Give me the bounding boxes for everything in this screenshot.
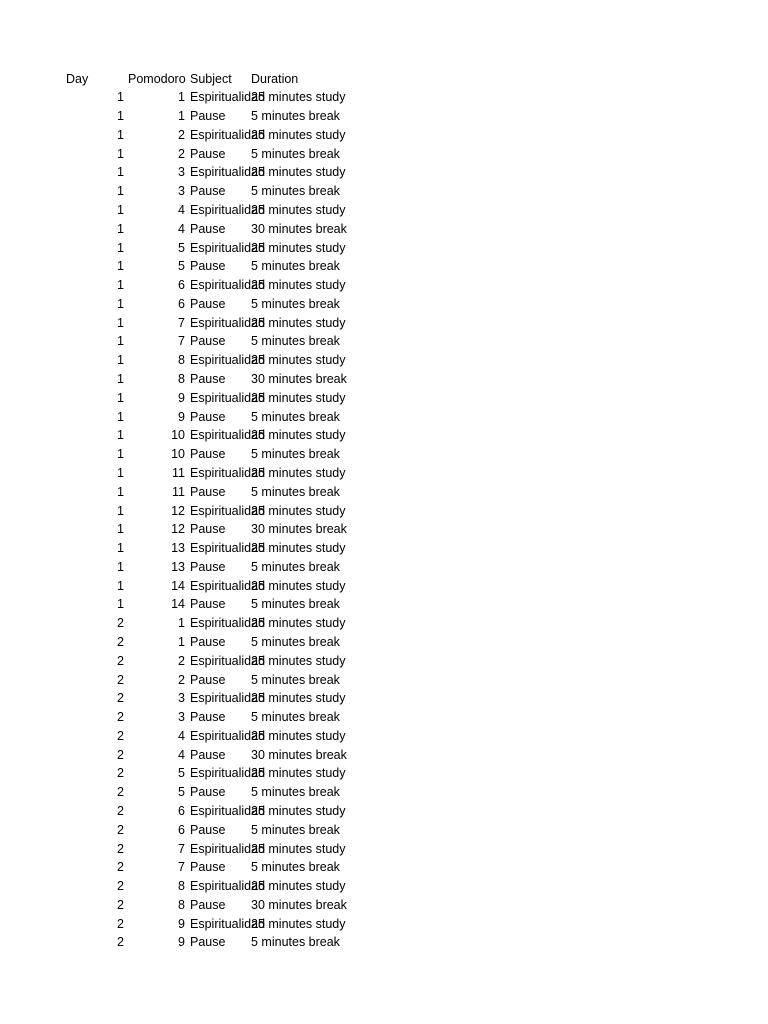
cell-pomodoro[interactable]: 13 — [171, 541, 185, 555]
cell-pomodoro[interactable]: 13 — [171, 559, 185, 574]
cell-pomodoro[interactable]: 5 — [178, 785, 185, 800]
cell-subject[interactable]: Espiritualidad — [190, 616, 266, 631]
header-duration[interactable]: Duration — [251, 71, 299, 86]
cell-pomodoro[interactable]: 3 — [178, 165, 185, 180]
cell-day[interactable]: 1 — [117, 465, 124, 480]
cell-pomodoro[interactable]: 4 — [178, 221, 185, 236]
cell-pomodoro[interactable]: 2 — [178, 146, 185, 161]
cell-day[interactable]: 2 — [117, 634, 124, 649]
cell-pomodoro[interactable]: 14 — [171, 578, 185, 593]
cell-day[interactable]: 1 — [117, 240, 124, 255]
cell-day[interactable]: 2 — [117, 747, 124, 762]
cell-day[interactable]: 2 — [117, 653, 124, 668]
cell-subject[interactable]: Pause — [190, 372, 226, 386]
cell-pomodoro[interactable]: 1 — [178, 109, 185, 124]
cell-pomodoro[interactable]: 9 — [178, 916, 185, 931]
cell-subject[interactable]: Espiritualidad — [190, 578, 266, 593]
header-day[interactable]: Day — [66, 71, 89, 86]
cell-duration[interactable]: 25 minutes study — [251, 315, 346, 330]
cell-pomodoro[interactable]: 1 — [178, 634, 185, 649]
cell-pomodoro[interactable]: 4 — [178, 203, 185, 217]
cell-duration[interactable]: 25 minutes study — [251, 278, 346, 293]
cell-duration[interactable]: 25 minutes study — [251, 766, 346, 781]
cell-pomodoro[interactable]: 9 — [178, 409, 185, 424]
cell-subject[interactable]: Espiritualidad — [190, 353, 266, 368]
cell-duration[interactable]: 25 minutes study — [251, 240, 346, 255]
cell-pomodoro[interactable]: 14 — [171, 597, 185, 612]
cell-day[interactable]: 2 — [117, 841, 124, 856]
cell-subject[interactable]: Pause — [190, 146, 226, 161]
cell-pomodoro[interactable]: 2 — [178, 653, 185, 668]
cell-subject[interactable]: Pause — [190, 221, 226, 236]
cell-duration[interactable]: 25 minutes study — [251, 465, 346, 480]
cell-pomodoro[interactable]: 4 — [178, 728, 185, 743]
cell-duration[interactable]: 25 minutes study — [251, 728, 346, 743]
cell-pomodoro[interactable]: 12 — [171, 503, 185, 518]
cell-day[interactable]: 1 — [117, 203, 124, 217]
cell-pomodoro[interactable]: 5 — [178, 259, 185, 274]
cell-day[interactable]: 1 — [117, 259, 124, 274]
cell-pomodoro[interactable]: 8 — [178, 879, 185, 894]
cell-day[interactable]: 2 — [117, 860, 124, 875]
cell-subject[interactable]: Pause — [190, 447, 226, 462]
cell-subject[interactable]: Pause — [190, 897, 226, 912]
cell-subject[interactable]: Pause — [190, 822, 226, 837]
cell-duration[interactable]: 30 minutes break — [251, 897, 347, 912]
cell-subject[interactable]: Pause — [190, 559, 226, 574]
cell-duration[interactable]: 30 minutes break — [251, 221, 347, 236]
cell-subject[interactable]: Pause — [190, 259, 226, 274]
header-pomodoro[interactable]: Pomodoro — [128, 71, 186, 86]
cell-subject[interactable]: Espiritualidad — [190, 766, 266, 781]
cell-pomodoro[interactable]: 3 — [178, 184, 185, 199]
cell-subject[interactable]: Pause — [190, 860, 226, 875]
cell-day[interactable]: 2 — [117, 710, 124, 724]
cell-pomodoro[interactable]: 7 — [178, 315, 185, 330]
cell-pomodoro[interactable]: 11 — [172, 465, 185, 480]
cell-pomodoro[interactable]: 8 — [178, 372, 185, 386]
cell-subject[interactable]: Espiritualidad — [190, 691, 266, 706]
cell-subject[interactable]: Espiritualidad — [190, 390, 266, 405]
cell-duration[interactable]: 25 minutes study — [251, 916, 346, 931]
cell-duration[interactable]: 5 minutes break — [251, 447, 340, 462]
cell-subject[interactable]: Pause — [190, 334, 226, 349]
cell-day[interactable]: 1 — [117, 127, 124, 142]
cell-pomodoro[interactable]: 7 — [178, 334, 185, 349]
cell-subject[interactable]: Espiritualidad — [190, 203, 266, 217]
cell-pomodoro[interactable]: 2 — [178, 672, 185, 687]
cell-subject[interactable]: Pause — [190, 935, 226, 950]
cell-day[interactable]: 1 — [117, 597, 124, 612]
cell-day[interactable]: 1 — [117, 372, 124, 386]
cell-duration[interactable]: 25 minutes study — [251, 541, 346, 555]
cell-duration[interactable]: 30 minutes break — [251, 522, 347, 537]
cell-pomodoro[interactable]: 8 — [178, 897, 185, 912]
cell-pomodoro[interactable]: 10 — [171, 428, 185, 443]
cell-subject[interactable]: Pause — [190, 597, 226, 612]
cell-subject[interactable]: Espiritualidad — [190, 90, 266, 105]
cell-duration[interactable]: 5 minutes break — [251, 634, 340, 649]
cell-subject[interactable]: Pause — [190, 184, 226, 199]
cell-day[interactable]: 2 — [117, 785, 124, 800]
cell-subject[interactable]: Espiritualidad — [190, 728, 266, 743]
cell-duration[interactable]: 5 minutes break — [251, 597, 340, 612]
cell-day[interactable]: 2 — [117, 822, 124, 837]
cell-day[interactable]: 2 — [117, 879, 124, 894]
cell-subject[interactable]: Pause — [190, 672, 226, 687]
cell-day[interactable]: 1 — [117, 522, 124, 537]
cell-day[interactable]: 1 — [117, 428, 124, 443]
cell-duration[interactable]: 5 minutes break — [251, 296, 340, 311]
cell-day[interactable]: 2 — [117, 803, 124, 818]
cell-pomodoro[interactable]: 6 — [178, 278, 185, 293]
cell-duration[interactable]: 25 minutes study — [251, 428, 346, 443]
cell-pomodoro[interactable]: 10 — [171, 447, 185, 462]
cell-duration[interactable]: 25 minutes study — [251, 616, 346, 631]
cell-day[interactable]: 1 — [117, 484, 124, 499]
cell-duration[interactable]: 5 minutes break — [251, 822, 340, 837]
cell-duration[interactable]: 25 minutes study — [251, 803, 346, 818]
cell-subject[interactable]: Espiritualidad — [190, 803, 266, 818]
cell-day[interactable]: 1 — [117, 541, 124, 555]
cell-duration[interactable]: 5 minutes break — [251, 559, 340, 574]
cell-pomodoro[interactable]: 6 — [178, 822, 185, 837]
cell-subject[interactable]: Espiritualidad — [190, 503, 266, 518]
cell-day[interactable]: 2 — [117, 672, 124, 687]
cell-day[interactable]: 2 — [117, 728, 124, 743]
header-subject[interactable]: Subject — [190, 71, 232, 86]
cell-duration[interactable]: 25 minutes study — [251, 127, 346, 142]
cell-subject[interactable]: Espiritualidad — [190, 879, 266, 894]
cell-day[interactable]: 2 — [117, 616, 124, 631]
cell-pomodoro[interactable]: 1 — [178, 616, 185, 631]
cell-day[interactable]: 1 — [117, 447, 124, 462]
cell-pomodoro[interactable]: 6 — [178, 803, 185, 818]
cell-day[interactable]: 1 — [117, 221, 124, 236]
cell-day[interactable]: 1 — [117, 90, 124, 105]
cell-day[interactable]: 1 — [117, 109, 124, 124]
cell-pomodoro[interactable]: 1 — [178, 90, 185, 105]
cell-duration[interactable]: 25 minutes study — [251, 653, 346, 668]
cell-subject[interactable]: Pause — [190, 747, 226, 762]
cell-subject[interactable]: Pause — [190, 634, 226, 649]
cell-day[interactable]: 2 — [117, 766, 124, 781]
cell-duration[interactable]: 25 minutes study — [251, 165, 346, 180]
cell-subject[interactable]: Pause — [190, 409, 226, 424]
cell-day[interactable]: 1 — [117, 146, 124, 161]
cell-day[interactable]: 2 — [117, 691, 124, 706]
cell-duration[interactable]: 25 minutes study — [251, 390, 346, 405]
cell-duration[interactable]: 5 minutes break — [251, 672, 340, 687]
cell-pomodoro[interactable]: 4 — [178, 747, 185, 762]
cell-duration[interactable]: 5 minutes break — [251, 860, 340, 875]
cell-pomodoro[interactable]: 12 — [171, 522, 185, 537]
cell-subject[interactable]: Espiritualidad — [190, 240, 266, 255]
cell-day[interactable]: 1 — [117, 578, 124, 593]
cell-pomodoro[interactable]: 9 — [178, 935, 185, 950]
cell-day[interactable]: 1 — [117, 390, 124, 405]
cell-subject[interactable]: Espiritualidad — [190, 541, 266, 555]
cell-subject[interactable]: Espiritualidad — [190, 465, 266, 480]
cell-pomodoro[interactable]: 2 — [178, 127, 185, 142]
cell-duration[interactable]: 5 minutes break — [251, 785, 340, 800]
cell-subject[interactable]: Espiritualidad — [190, 428, 266, 443]
cell-pomodoro[interactable]: 3 — [178, 691, 185, 706]
cell-duration[interactable]: 5 minutes break — [251, 259, 340, 274]
cell-day[interactable]: 1 — [117, 315, 124, 330]
cell-pomodoro[interactable]: 11 — [172, 484, 185, 499]
cell-duration[interactable]: 5 minutes break — [251, 484, 340, 499]
cell-day[interactable]: 1 — [117, 296, 124, 311]
cell-pomodoro[interactable]: 8 — [178, 353, 185, 368]
cell-pomodoro[interactable]: 3 — [178, 710, 185, 724]
cell-subject[interactable]: Espiritualidad — [190, 916, 266, 931]
cell-duration[interactable]: 30 minutes break — [251, 747, 347, 762]
cell-pomodoro[interactable]: 9 — [178, 390, 185, 405]
cell-pomodoro[interactable]: 7 — [178, 841, 185, 856]
cell-subject[interactable]: Pause — [190, 710, 226, 724]
cell-subject[interactable]: Espiritualidad — [190, 315, 266, 330]
cell-duration[interactable]: 25 minutes study — [251, 879, 346, 894]
cell-duration[interactable]: 25 minutes study — [251, 353, 346, 368]
cell-subject[interactable]: Pause — [190, 484, 226, 499]
cell-day[interactable]: 1 — [117, 559, 124, 574]
cell-day[interactable]: 1 — [117, 353, 124, 368]
cell-subject[interactable]: Espiritualidad — [190, 165, 266, 180]
cell-subject[interactable]: Pause — [190, 522, 226, 537]
cell-duration[interactable]: 25 minutes study — [251, 203, 346, 217]
cell-duration[interactable]: 5 minutes break — [251, 184, 340, 199]
cell-day[interactable]: 1 — [117, 278, 124, 293]
cell-duration[interactable]: 30 minutes break — [251, 372, 347, 386]
cell-pomodoro[interactable]: 5 — [178, 240, 185, 255]
cell-day[interactable]: 1 — [117, 334, 124, 349]
cell-subject[interactable]: Espiritualidad — [190, 653, 266, 668]
cell-day[interactable]: 1 — [117, 184, 124, 199]
cell-day[interactable]: 1 — [117, 409, 124, 424]
cell-duration[interactable]: 25 minutes study — [251, 841, 346, 856]
cell-duration[interactable]: 5 minutes break — [251, 146, 340, 161]
cell-duration[interactable]: 5 minutes break — [251, 710, 340, 724]
cell-duration[interactable]: 5 minutes break — [251, 935, 340, 950]
cell-duration[interactable]: 5 minutes break — [251, 409, 340, 424]
cell-subject[interactable]: Pause — [190, 296, 226, 311]
cell-day[interactable]: 2 — [117, 897, 124, 912]
cell-pomodoro[interactable]: 6 — [178, 296, 185, 311]
cell-duration[interactable]: 25 minutes study — [251, 578, 346, 593]
cell-subject[interactable]: Espiritualidad — [190, 278, 266, 293]
cell-subject[interactable]: Pause — [190, 785, 226, 800]
cell-duration[interactable]: 25 minutes study — [251, 503, 346, 518]
cell-duration[interactable]: 25 minutes study — [251, 90, 346, 105]
cell-day[interactable]: 2 — [117, 916, 124, 931]
cell-day[interactable]: 1 — [117, 503, 124, 518]
cell-subject[interactable]: Pause — [190, 109, 226, 124]
cell-duration[interactable]: 25 minutes study — [251, 691, 346, 706]
cell-day[interactable]: 2 — [117, 935, 124, 950]
cell-day[interactable]: 1 — [117, 165, 124, 180]
cell-pomodoro[interactable]: 7 — [178, 860, 185, 875]
cell-duration[interactable]: 5 minutes break — [251, 109, 340, 124]
cell-subject[interactable]: Espiritualidad — [190, 127, 266, 142]
cell-subject[interactable]: Espiritualidad — [190, 841, 266, 856]
cell-duration[interactable]: 5 minutes break — [251, 334, 340, 349]
cell-pomodoro[interactable]: 5 — [178, 766, 185, 781]
